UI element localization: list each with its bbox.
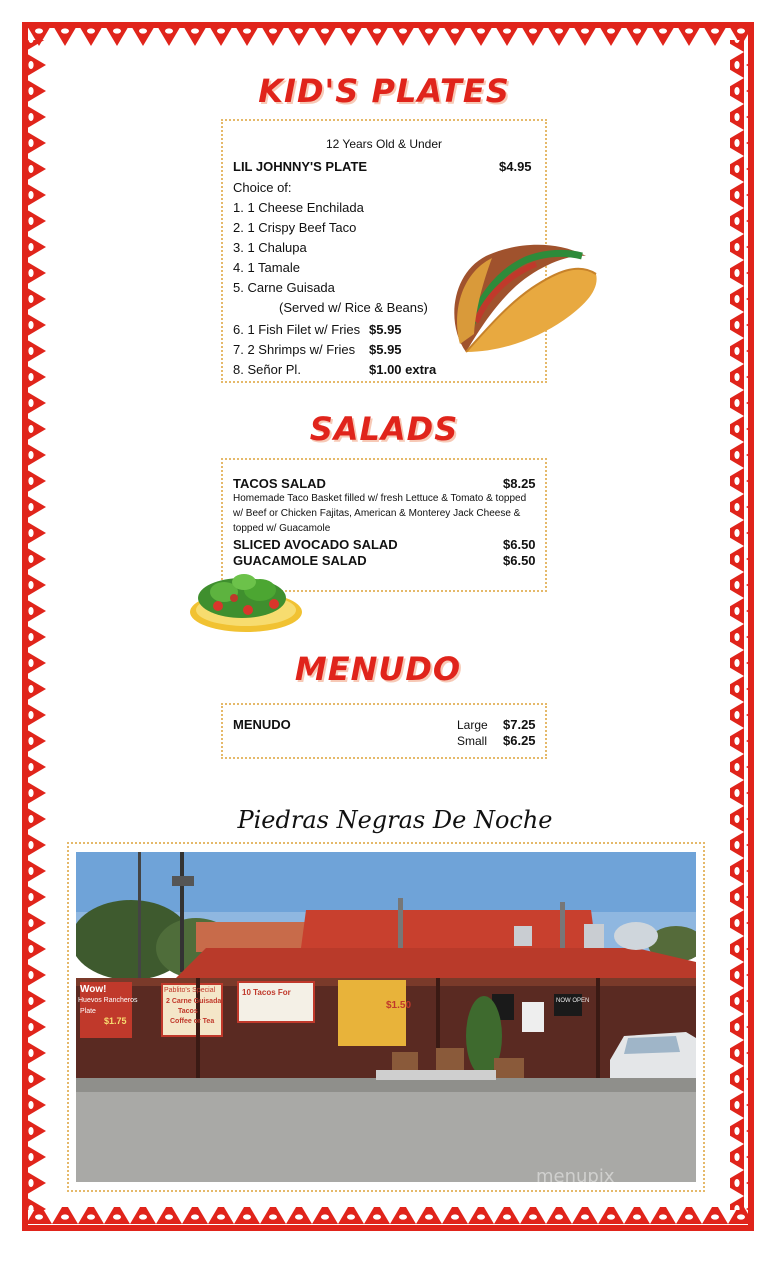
- sign-now-open: NOW OPEN: [556, 998, 590, 1004]
- sign-specials-line2: Tacos: [178, 1008, 198, 1015]
- served-note: (Served w/ Rice & Beans): [279, 300, 428, 315]
- sign-plate: Plate: [80, 1008, 96, 1015]
- sign-huevos-price: $1.75: [104, 1016, 127, 1026]
- guacamole-salad-price: $6.50: [503, 553, 536, 568]
- tacos-salad-desc: Homemade Taco Basket filled w/ fresh Lettuce & Tomato & topped: [233, 493, 527, 504]
- extra-item-price: $5.95: [369, 322, 402, 337]
- extra-item: 7. 2 Shrimps w/ Fries: [233, 342, 356, 357]
- lil-johnny-plate-price: $4.95: [499, 159, 532, 174]
- kids-plates-heading: KID'S PLATES: [258, 72, 510, 110]
- tacos-salad-desc: w/ Beef or Chicken Fajitas, American & Monterey Jack Cheese &: [233, 508, 521, 519]
- extra-item: 6. 1 Fish Filet w/ Fries: [233, 322, 361, 337]
- extra-item-price: $5.95: [369, 342, 402, 357]
- lil-johnny-plate-name: LIL JOHNNY'S PLATE: [233, 159, 368, 174]
- sign-specials-line1: 2 Carne Guisada: [166, 998, 222, 1005]
- choice-item: 2. 1 Crispy Beef Taco: [233, 220, 357, 235]
- tacos-salad-price: $8.25: [503, 476, 536, 491]
- salads-heading: SALADS: [309, 410, 459, 448]
- menudo-small-price: $6.25: [503, 733, 536, 748]
- restaurant-photo: [76, 852, 696, 1182]
- sign-tacos-for: 10 Tacos For: [242, 988, 291, 997]
- menudo-large-label: Large: [457, 718, 488, 732]
- choice-item: 4. 1 Tamale: [233, 260, 300, 275]
- choice-item: 5. Carne Guisada: [233, 280, 335, 295]
- sign-huevos: Huevos Rancheros: [78, 997, 138, 1004]
- choice-item: 1. 1 Cheese Enchilada: [233, 200, 364, 215]
- extra-item-price: $1.00 extra: [369, 362, 437, 377]
- extra-item: 8. Señor Pl.: [233, 362, 301, 377]
- tacos-salad-name: TACOS SALAD: [233, 476, 326, 491]
- watermark: menupix: [536, 1166, 615, 1187]
- sign-specials-line3: Coffee or Tea: [170, 1018, 215, 1025]
- menudo-name: MENUDO: [233, 717, 291, 732]
- taco-image: [446, 234, 602, 362]
- menudo-large-price: $7.25: [503, 717, 536, 732]
- sign-wow: Wow!: [80, 984, 107, 995]
- avocado-salad-name: SLICED AVOCADO SALAD: [233, 537, 398, 552]
- menudo-heading: MENUDO: [294, 650, 462, 688]
- menudo-small-label: Small: [457, 734, 488, 748]
- guacamole-salad-name: GUACAMOLE SALAD: [233, 553, 367, 568]
- choice-label: Choice of:: [233, 180, 292, 195]
- age-note: 12 Years Old & Under: [325, 137, 443, 151]
- choice-item: 3. 1 Chalupa: [233, 240, 307, 255]
- photo-caption: Piedras Negras De Noche: [237, 806, 553, 834]
- sign-center-price: $1.50: [386, 1000, 412, 1011]
- tacos-salad-desc: topped w/ Guacamole: [233, 523, 331, 534]
- avocado-salad-price: $6.50: [503, 537, 536, 552]
- salad-plate-image: [188, 568, 306, 636]
- sign-specials-head: Pablito's Special: [164, 987, 216, 994]
- menudo-box: [221, 703, 547, 759]
